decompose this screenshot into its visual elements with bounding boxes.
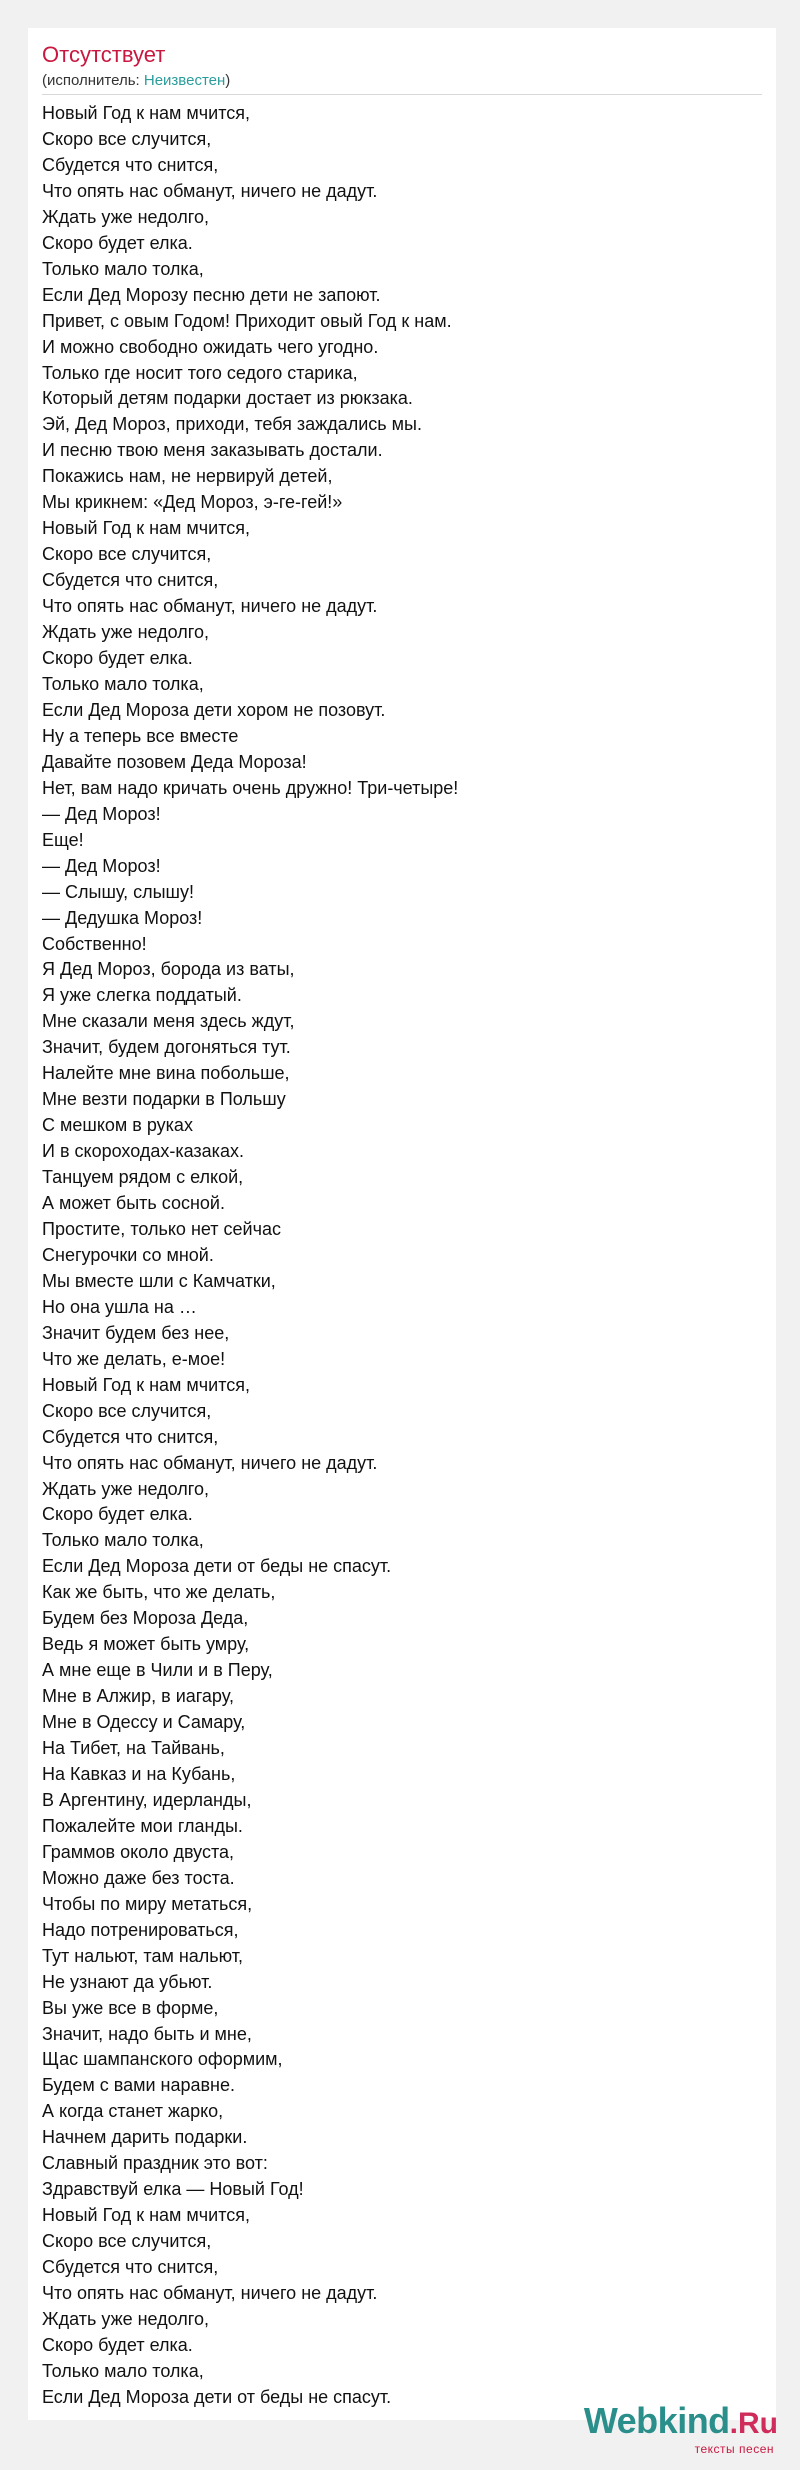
lyric-line: Значит будем без нее, (42, 1322, 230, 1343)
lyric-line: Скоро будет елка. (42, 2334, 193, 2355)
lyric-line: Что опять нас обманут, ничего не дадут. (42, 1452, 378, 1473)
lyric-line: Только мало толка, (42, 1530, 204, 1551)
lyric-line: Сбудется что снится, (42, 570, 219, 591)
lyrics-card (28, 28, 776, 2420)
lyric-line: — Дед Мороз! (42, 855, 161, 876)
lyric-line: Как же быть, что же делать, (42, 1582, 276, 1603)
lyric-line: А мне еще в Чили и в Перу, (42, 1660, 273, 1681)
lyric-line: Не узнают да убьют. (42, 1971, 213, 1992)
lyric-line: Я Дед Мороз, борода из ваты, (42, 959, 295, 980)
lyric-line: Что опять нас обманут, ничего не дадут. (42, 596, 378, 617)
lyric-line: Эй, Дед Мороз, приходи, тебя заждались мы. (42, 414, 422, 435)
lyric-line: Чтобы по миру метаться, (42, 1893, 253, 1914)
lyric-line: Новый Год к нам мчится, (42, 518, 251, 539)
lyric-line: Будем без Мороза Деда, (42, 1608, 249, 1629)
lyric-line: Начнем дарить подарки. (42, 2127, 248, 2148)
lyric-line: Мы вместе шли с Камчатки, (42, 1270, 276, 1291)
lyric-line: Граммов около двуста, (42, 1841, 235, 1862)
lyric-line: Привет, с овым Годом! Приходит овый Год к нам. (42, 310, 452, 331)
lyric-line: Сбудется что снится, (42, 1426, 219, 1447)
lyric-line: Если Дед Морозу песню дети не запоют. (42, 284, 381, 305)
lyrics-text (42, 101, 458, 2411)
performer-suffix: ) (225, 72, 231, 89)
lyric-line: Ждать уже недолго, (42, 2309, 209, 2330)
lyric-line: Собственно! (42, 933, 147, 954)
lyric-line: Если Дед Мороза дети от беды не спасут. (42, 2386, 392, 2407)
lyric-line: И в скороходах-казаках. (42, 1141, 244, 1162)
lyric-line: Скоро будет елка. (42, 648, 193, 669)
lyric-line: Только мало толка, (42, 2360, 204, 2381)
lyric-line: Здравствуй елка — Новый Год! (42, 2179, 304, 2200)
lyric-line: Что же делать, е-мое! (42, 1348, 226, 1369)
song-title: Отсутствует (42, 42, 166, 67)
performer-prefix: (исполнитель: (42, 72, 144, 89)
lyric-line: Снегурочки со мной. (42, 1244, 214, 1265)
lyric-line: Скоро будет елка. (42, 232, 193, 253)
lyric-line: Если Дед Мороза дети от беды не спасут. (42, 1556, 392, 1577)
lyric-line: Мне в Одессу и Самару, (42, 1712, 246, 1733)
lyric-line: Скоро все случится, (42, 544, 212, 565)
logo-tld: .Ru (729, 2407, 778, 2440)
lyric-line: Ведь я может быть умру, (42, 1634, 250, 1655)
lyric-line: А может быть сосной. (42, 1193, 225, 1214)
lyric-line: Покажись нам, не нервируй детей, (42, 466, 333, 487)
lyric-line: На Тибет, на Тайвань, (42, 1738, 225, 1759)
lyric-line: Только мало толка, (42, 673, 204, 694)
lyric-line: Сбудется что снится, (42, 154, 219, 175)
lyric-line: Скоро все случится, (42, 128, 212, 149)
lyric-line: В Аргентину, идерланды, (42, 1789, 252, 1810)
lyric-line: Еще! (42, 829, 84, 850)
lyric-line: Пожалейте мои гланды. (42, 1815, 243, 1836)
lyric-line: Будем с вами наравне. (42, 2075, 235, 2096)
lyric-line: Ну а теперь все вместе (42, 725, 239, 746)
lyric-line: Щас шампанского оформим, (42, 2049, 283, 2070)
lyric-line: Ждать уже недолго, (42, 1478, 209, 1499)
lyric-line: Надо потренироваться, (42, 1919, 239, 1940)
lyric-line: Я уже слегка поддатый. (42, 985, 242, 1006)
lyric-line: Простите, только нет сейчас (42, 1218, 281, 1239)
lyric-line: Только где носит того седого старика, (42, 362, 358, 383)
lyric-line: Новый Год к нам мчится, (42, 1374, 251, 1395)
lyric-line: С мешком в руках (42, 1115, 193, 1136)
lyric-line: Нет, вам надо кричать очень дружно! Три-четыре! (42, 777, 459, 798)
lyric-line: Но она ушла на … (42, 1296, 197, 1317)
lyric-line: Вы уже все в форме, (42, 1997, 219, 2018)
performer-link[interactable]: Неизвестен (143, 72, 226, 89)
lyric-line: Давайте позовем Деда Мороза! (42, 751, 307, 772)
lyric-line: Налейте мне вина побольше, (42, 1063, 290, 1084)
lyric-line: — Дедушка Мороз! (42, 907, 203, 928)
lyric-line: Ждать уже недолго, (42, 206, 209, 227)
lyric-line: Тут нальют, там нальют, (42, 1945, 244, 1966)
site-logo[interactable] (583, 2400, 778, 2456)
lyric-line: Что опять нас обманут, ничего не дадут. (42, 2283, 378, 2304)
performer-line (42, 72, 230, 90)
logo-tagline: тексты песен (694, 2442, 774, 2456)
lyric-line: Только мало толка, (42, 258, 204, 279)
lyric-line: Скоро будет елка. (42, 1504, 193, 1525)
logo-name: Webkind (583, 2400, 730, 2441)
lyric-line: Мне везти подарки в Польшу (42, 1089, 286, 1110)
lyric-line: Новый Год к нам мчится, (42, 2205, 251, 2226)
lyric-line: Который детям подарки достает из рюкзака. (42, 388, 413, 409)
lyric-line: Значит, надо быть и мне, (42, 2023, 252, 2044)
lyric-line: И песню твою меня заказывать достали. (42, 440, 383, 461)
lyric-line: Сбудется что снится, (42, 2257, 219, 2278)
lyric-line: — Дед Мороз! (42, 803, 161, 824)
lyric-line: Что опять нас обманут, ничего не дадут. (42, 180, 378, 201)
lyric-line: Скоро все случится, (42, 1400, 212, 1421)
lyric-line: Славный праздник это вот: (42, 2153, 268, 2174)
lyric-line: Мне в Алжир, в иагару, (42, 1686, 234, 1707)
lyric-line: И можно свободно ожидать чего угодно. (42, 336, 379, 357)
lyric-line: На Кавказ и на Кубань, (42, 1764, 236, 1784)
lyric-line: Скоро все случится, (42, 2231, 212, 2252)
lyric-line: Значит, будем догоняться тут. (42, 1037, 291, 1058)
lyric-line: — Слышу, слышу! (42, 881, 194, 902)
lyric-line: Танцуем рядом с елкой, (42, 1167, 244, 1188)
lyric-line: Мне сказали меня здесь ждут, (42, 1011, 295, 1032)
title-divider (42, 94, 762, 95)
lyric-line: Новый Год к нам мчится, (42, 103, 251, 123)
lyric-line: А когда станет жарко, (42, 2101, 224, 2122)
lyric-line: Если Дед Мороза дети хором не позовут. (42, 699, 386, 720)
lyric-line: Можно даже без тоста. (42, 1867, 235, 1888)
lyric-line: Мы крикнем: «Дед Мороз, э-ге-гей!» (42, 492, 343, 513)
lyric-line: Ждать уже недолго, (42, 622, 209, 643)
